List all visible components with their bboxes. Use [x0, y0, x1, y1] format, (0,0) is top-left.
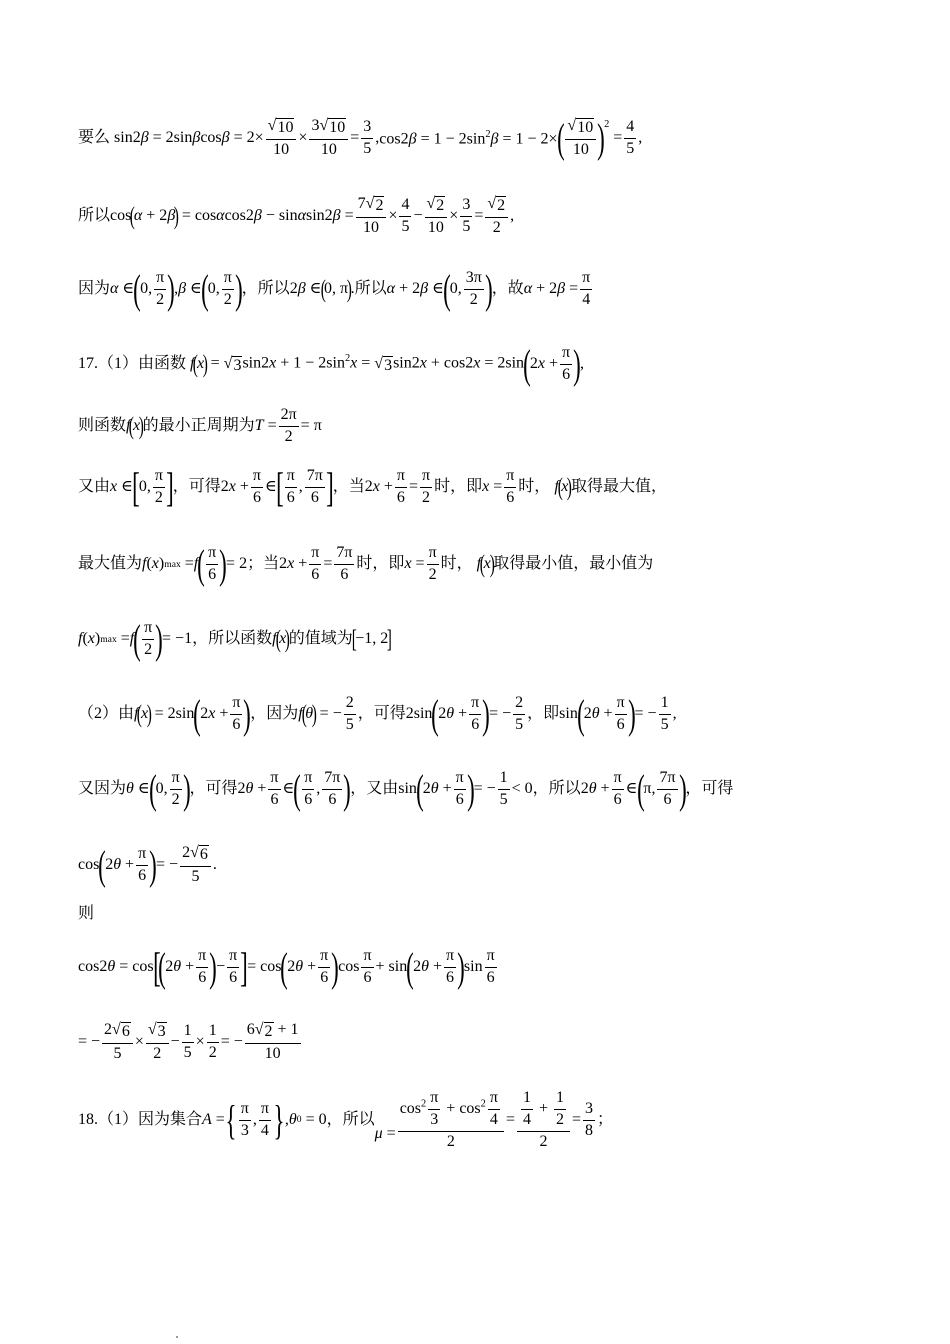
footer-dot — [176, 1336, 178, 1338]
semicolon: ； — [597, 1111, 614, 1129]
text-period: 的最小正周期为 — [142, 417, 255, 435]
text-prefix: 又因为 — [78, 780, 127, 798]
equation-line-17: 17.（1）由函数 f ( x ) = √ 3 $\sin 2x + 1 - 2\sin^2x$ = √ 3 sin2x + cos2x = 2sin ( 2x + $\frac{\pi}{6}$ ) , — [78, 340, 584, 387]
text-so: ，所以 — [241, 280, 290, 298]
equation-line-7: 最大值为 f ( x ) max = f ( $\frac{\pi}{6}$ ) = 2 ；当 2x + $\frac{\pi}{6}$ = $\frac{7\pi}{6}$ 时，即 x = $\frac{\pi}{2}$ 时， f ( x ) 取得最小值，最小值为 — [78, 540, 654, 587]
question-18-label: 18.（1）因为集合 — [78, 1111, 203, 1129]
text-then: 则 — [78, 905, 95, 922]
period: . — [212, 856, 217, 874]
text-when: ；当 — [247, 555, 280, 573]
equation-line-9: （2）由 f ( x ) = 2sin ( 2x + $\frac{\pi}{6}$ ) ，因为 f ( θ ) = − $\frac{2}{5}$ ，可得 2sin ( 2θ + $\frac{\pi}{6}$ ) = − $\frac{2}{5}$ ，即 sin ( 2θ + $\frac{\pi}{6}$ ) = − $\frac{1}{5}$ , — [78, 690, 677, 737]
equation-line-3: 因为 α ∈ ( 0, $\frac{\pi}{2}$ ) , β ∈ ( 0, $\frac{\pi}{2}$ ) ，所以 2 β ∈ ( 0, π ) .所以 α + 2 β ∈ ( 0, $\frac{3\pi}{2}$ ) ，故 α + 2 β = $\frac{\pi}{4}$ — [78, 265, 591, 312]
text-prefix: （2）由 — [78, 705, 135, 723]
text-also: ，又由 — [350, 780, 399, 798]
text-min: 取得最小值，最小值为 — [493, 555, 654, 573]
equation-line-1: 要么 sin2β = 2sinβcosβ = 2× √ 10 10 × 3 √ 10 10 = $\frac{3}{5}$ , $\cos 2\beta = 1 - 2\sin^2\beta = 1 - 2\times$ ( √ 10 10 ) $^2$ = $\frac{4}{5}$ , — [78, 114, 643, 161]
equation-line-13: cos2θ = cos [ ( 2θ + $\frac{\pi}{6}$ ) − $\frac{\pi}{6}$ ] = cos ( 2θ + $\frac{\pi}{6}$ ) cos $\frac{\pi}{6}$ + sin ( 2θ + $\frac{\pi}{6}$ ) sin $\frac{\pi}{6}$ — [78, 943, 495, 990]
text-ie: 时，即 — [434, 478, 483, 496]
comma: , — [672, 705, 677, 723]
text-so: ，所以函数 — [192, 630, 273, 648]
text-prefix: 所以 — [78, 207, 111, 225]
text-max: 取得最大值， — [570, 478, 667, 496]
equation-line-6: 又由 x ∈ [ 0, $\frac{\pi}{2}$ ] ，可得 2x + $\frac{\pi}{6}$ ∈ [ $\frac{\pi}{6}$ , $\frac{7\pi}{6}$ ] ，当 2x + $\frac{\pi}{6}$ = $\frac{\pi}{2}$ 时，即 x = $\frac{\pi}{6}$ 时， f ( x ) 取得最大值， — [78, 463, 667, 510]
text-so: ，所以 — [532, 780, 581, 798]
text-prefix: 要么 — [78, 129, 111, 147]
text-prefix: 因为 — [78, 280, 111, 298]
text-can: ，可得 — [172, 478, 221, 496]
text-ie: 时，即 — [356, 555, 405, 573]
equation-line-14: = − 2 √ 6 5 × √ 3 2 − $\frac{1}{5}$ × $\frac{1}{2}$ = − 6 √ 2 + 1 10 — [78, 1021, 299, 1062]
text-hence: ，故 — [491, 280, 524, 298]
equation-line-2: 所以 cos ( α + 2 β ) = cosαcos2β − sinαsin2β = 7 √ 2 10 × $\frac{4}{5}$ − √ 2 10 × $\frac{3}{5}$ = √ 2 2 , — [78, 195, 515, 236]
comma: , — [375, 129, 380, 147]
text-prefix: 则函数 — [78, 417, 127, 435]
equation-line-11: cos ( 2θ + $\frac{\pi}{6}$ ) = − 2 √ 6 5 . — [78, 841, 217, 888]
comma: , — [638, 129, 643, 147]
comma: , — [510, 207, 515, 225]
question-17-label: 17.（1）由函数 — [78, 355, 187, 373]
text-can: ，可得 — [357, 705, 406, 723]
equation-line-8: f ( x ) max = f ( $\frac{\pi}{2}$ ) = −1 ，所以函数 f ( x ) 的值域为 [ −1, 2 ] — [78, 615, 393, 662]
equation-line-18: 18.（1）因为集合 A = { $\frac{\pi}{3}$ , $\frac{\pi}{4}$ } , θ 0 = 0 ，所以 μ = $\cos^2$ $\frac{\pi}{3}$ + $\cos^2$ $\frac{\pi}{4}$ 2 = $\frac{1}{4}$ + $\frac{1}{2}$ 2 = $\frac{3}{8}$ ； — [78, 1089, 614, 1150]
text-so: ，所以 — [326, 1111, 375, 1129]
text-prefix: 又由 — [78, 478, 111, 496]
text-prefix: 最大值为 — [78, 555, 143, 573]
text-when: ，当 — [332, 478, 365, 496]
text-can2: ，可得 — [685, 780, 734, 798]
text-when2: 时， — [440, 555, 473, 573]
text-can: ，可得 — [189, 780, 238, 798]
equation-line-5: 则函数 f ( x ) 的最小正周期为 T = $\frac{2\pi}{2}$ = π — [78, 406, 322, 445]
text-when2: 时， — [518, 478, 551, 496]
text-range: 的值域为 — [288, 630, 353, 648]
comma: , — [579, 355, 584, 373]
text-because: ，因为 — [250, 705, 299, 723]
text-ie: ，即 — [527, 705, 560, 723]
equation-line-12 — [78, 906, 910, 922]
equation-line-10: 又因为 θ ∈ ( 0, $\frac{\pi}{2}$ ) ，可得 2θ + $\frac{\pi}{6}$ ∈ ( $\frac{\pi}{6}$ , $\frac{7\pi}{6}$ ) ，又由 sin ( 2θ + $\frac{\pi}{6}$ ) = − $\frac{1}{5}$ < 0 ，所以 2θ + $\frac{\pi}{6}$ ∈ ( π, $\frac{7\pi}{6}$ ) ，可得 — [78, 765, 734, 812]
text-so2: .所以 — [350, 280, 387, 298]
